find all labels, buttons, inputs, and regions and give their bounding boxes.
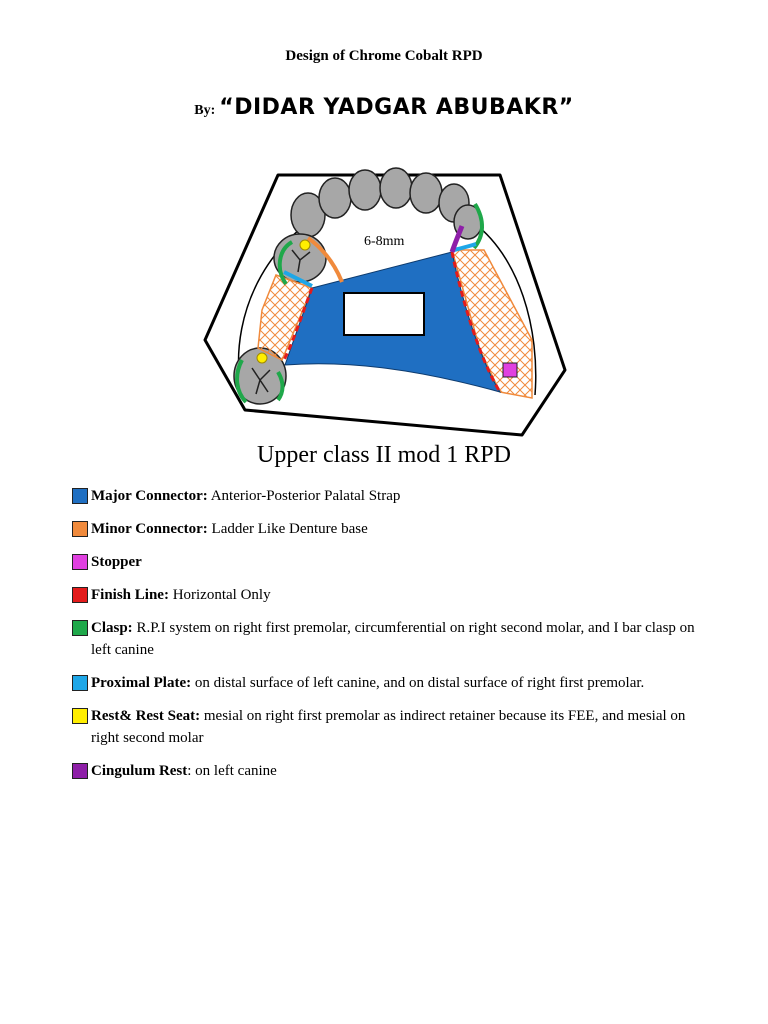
legend-item	[72, 584, 702, 606]
legend-label: Proximal Plate:	[91, 675, 192, 691]
rest-right-premolar	[300, 240, 310, 250]
legend-item	[72, 518, 702, 540]
legend-swatch	[72, 521, 88, 537]
rest-right-molar	[257, 353, 267, 363]
legend-text: mesial on right first premolar as indirect retainer because its FEE, and mesial on right second molar	[91, 708, 686, 746]
legend-label: Major Connector:	[91, 488, 208, 504]
legend-item	[72, 672, 702, 694]
legend-item	[72, 551, 702, 573]
legend-swatch	[72, 675, 88, 691]
legend-item	[72, 705, 702, 749]
legend-text: Anterior-Posterior Palatal Strap	[207, 488, 401, 504]
legend-swatch	[72, 554, 88, 570]
legend-swatch	[72, 708, 88, 724]
legend-list	[72, 485, 702, 793]
figure-caption: Upper class II mod 1 RPD	[257, 442, 511, 468]
legend-label: Finish Line:	[91, 587, 169, 603]
legend-text: R.P.I system on right first premolar, circumferential on right second molar, and I bar clasp on left canine	[91, 620, 695, 658]
legend-swatch	[72, 488, 88, 504]
author-name: “DIDAR YADGAR ABUBAKR”	[219, 95, 574, 120]
stopper-mark	[503, 363, 517, 377]
rpd-diagram-svg	[200, 160, 580, 450]
connector-window	[344, 293, 424, 335]
legend-label: Clasp:	[91, 620, 133, 636]
legend-text: : on left canine	[187, 763, 277, 779]
legend-swatch	[72, 587, 88, 603]
legend-swatch	[72, 763, 88, 779]
legend-text: Ladder Like Denture base	[207, 521, 368, 537]
legend-label: Stopper	[91, 554, 142, 570]
document-title: Design of Chrome Cobalt RPD	[285, 48, 483, 64]
legend-item	[72, 617, 702, 661]
legend-label: Rest& Rest Seat:	[91, 708, 201, 724]
legend-item	[72, 485, 702, 507]
legend-item	[72, 760, 702, 782]
legend-label: Cingulum Rest	[91, 763, 188, 779]
legend-label: Minor Connector:	[91, 521, 208, 537]
legend-swatch	[72, 620, 88, 636]
byline-prefix: By:	[194, 103, 216, 118]
rpd-diagram	[200, 160, 580, 450]
measurement-label: 6-8mm	[364, 234, 405, 249]
byline	[0, 95, 768, 120]
legend-text: Horizontal Only	[168, 587, 271, 603]
legend-text: on distal surface of left canine, and on distal surface of right first premolar.	[191, 675, 645, 691]
